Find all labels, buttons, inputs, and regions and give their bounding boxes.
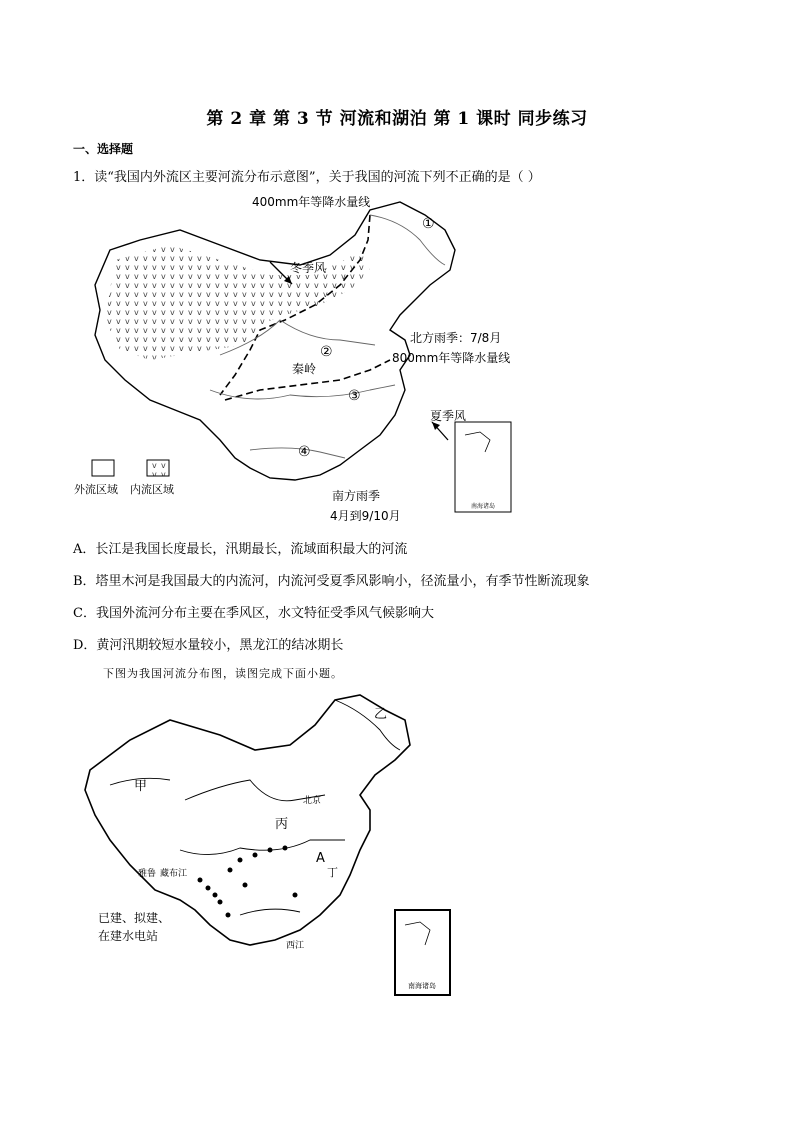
label-south-rain: 南方雨季 [332,489,381,503]
label-marker-2: ② [320,344,333,360]
legend-inner-label: 内流区域 [130,483,174,496]
label-jia: 甲 [134,779,148,794]
legend-hydropower-line2: 在建水电站 [98,929,159,943]
label-bing: 丙 [275,817,289,832]
inset-label-2: 南海诸岛 [408,982,436,990]
question-1-stem: 1．读“我国内外流区主要河流分布示意图”，关于我国的河流下列不正确的是（ ） [73,170,541,185]
option-c[interactable]: C．我国外流河分布主要在季风区，水文特征受季风气候影响大 [73,606,434,621]
question-group-intro: 下图为我国河流分布图，读图完成下面小题。 [103,667,343,680]
legend-hydropower-line1: 已建、拟建、 [98,911,171,925]
label-beijing: 北京 [303,796,322,806]
label-marker-4: ④ [298,444,311,460]
label-yi: 乙 [374,707,388,722]
label-north-rain: 北方雨季：7/8月 [410,331,502,345]
label-south-rain-months: 4月到9/10月 [330,509,401,523]
option-d[interactable]: D．黄河汛期较短水量较小，黑龙江的结冰期长 [73,638,344,653]
label-zangbo: 藏布江 [160,869,188,879]
label-isohyet-400: 400mm年等降水量线 [252,195,371,209]
china-outline-2 [85,695,410,945]
china-drainage-map [70,190,540,530]
label-yarlung: 雅鲁 [138,869,157,879]
label-marker-3: ③ [348,388,361,404]
legend-outer-label: 外流区域 [74,483,118,496]
label-qinling: 秦岭 [292,362,317,376]
label-marker-1: ① [422,216,435,232]
page-title: 第 2 章 第 3 节 河流和湖泊 第 1 课时 同步练习 [206,109,588,129]
legend-inner-box [147,460,169,476]
china-rivers-map [70,690,460,1000]
section-heading: 一、选择题 [73,142,134,156]
label-winter-wind: 冬季风 [290,261,327,275]
label-summer-wind: 夏季风 [430,409,467,423]
option-a[interactable]: A．长江是我国长度最长，汛期最长，流域面积最大的河流 [73,542,408,557]
south-china-sea-inset [455,422,511,512]
label-isohyet-800: 800mm年等降水量线 [392,351,511,365]
legend-outer-box [92,460,114,476]
inset-label: 南海诸岛 [470,503,496,510]
label-a: A [316,851,325,866]
label-ding: 丁 [327,866,338,879]
label-xijiang: 西江 [286,941,305,951]
option-b[interactable]: B．塔里木河是我国最大的内流河，内流河受夏季风影响小，径流量小，有季节性断流现象 [73,574,590,589]
